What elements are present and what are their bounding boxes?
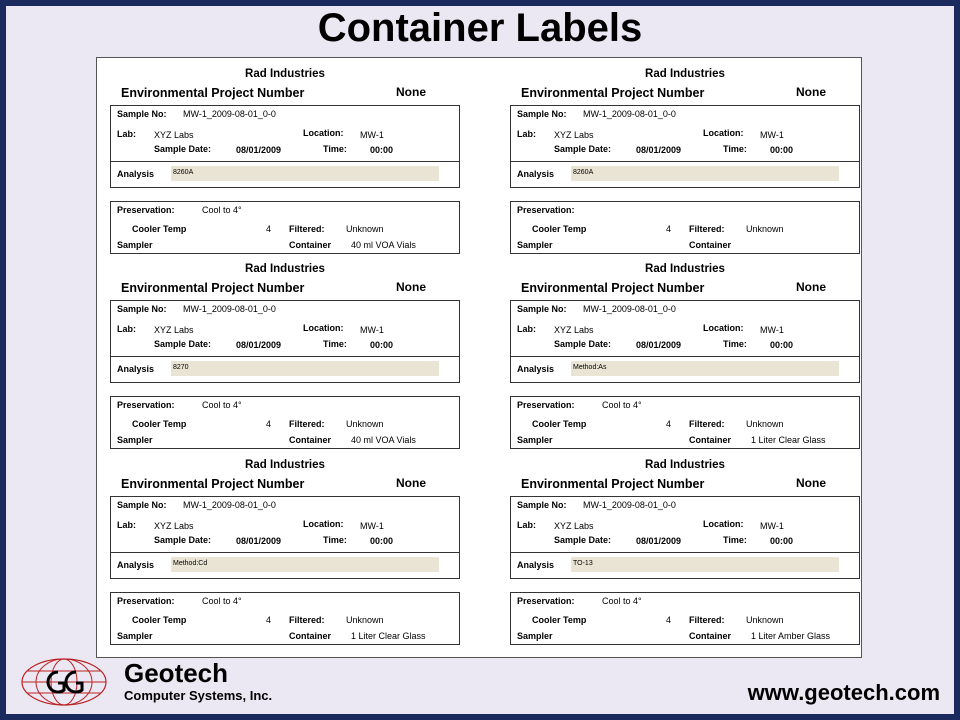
container-value: 40 ml VOA Vials	[351, 240, 416, 250]
filtered-label: Filtered:	[289, 224, 325, 234]
preservation-value: Cool to 4°	[202, 400, 242, 410]
lab-value: XYZ Labs	[154, 325, 194, 335]
cooler-temp-value: 4	[666, 615, 672, 625]
sample-no-label: Sample No:	[117, 304, 167, 314]
analysis-value: 8260A	[171, 166, 439, 181]
sample-date-value: 08/01/2009	[236, 145, 282, 155]
lab-label: Lab:	[117, 520, 136, 530]
preservation-box	[110, 396, 460, 449]
company-name: Rad Industries	[645, 459, 725, 471]
filtered-value: Unknown	[746, 615, 784, 625]
cooler-temp-value: 4	[666, 224, 672, 234]
preservation-label: Preservation:	[117, 596, 175, 606]
lab-label: Lab:	[117, 324, 136, 334]
filtered-value: Unknown	[346, 224, 384, 234]
sample-info-box	[510, 496, 860, 554]
time-label: Time:	[323, 144, 347, 154]
filtered-label: Filtered:	[689, 224, 725, 234]
sample-info-box	[110, 105, 460, 163]
sample-no-value: MW-1_2009-08-01_0-0	[583, 304, 676, 314]
location-label: Location:	[703, 323, 744, 333]
container-label: Container	[289, 631, 332, 641]
sampler-label: Sampler	[517, 435, 553, 445]
container-value: 1 Liter Clear Glass	[751, 435, 826, 445]
sample-info-box	[110, 300, 460, 358]
epn-label: Environmental Project Number	[521, 477, 705, 491]
epn-value: None	[796, 85, 826, 99]
location-label: Location:	[703, 519, 744, 529]
time-value: 00:00	[370, 340, 394, 350]
preservation-box	[510, 396, 860, 449]
preservation-label: Preservation:	[517, 205, 575, 215]
sample-no-label: Sample No:	[117, 109, 167, 119]
lab-value: XYZ Labs	[154, 521, 194, 531]
preservation-value: Cool to 4°	[202, 205, 242, 215]
sample-date-value: 08/01/2009	[236, 340, 282, 350]
filtered-label: Filtered:	[289, 615, 325, 625]
sample-no-value: MW-1_2009-08-01_0-0	[183, 304, 276, 314]
preservation-label: Preservation:	[117, 400, 175, 410]
epn-value: None	[396, 280, 426, 294]
sample-no-label: Sample No:	[517, 304, 567, 314]
sample-date-label: Sample Date:	[154, 535, 212, 545]
cooler-temp-value: 4	[266, 615, 272, 625]
sample-date-value: 08/01/2009	[636, 340, 682, 350]
analysis-value: TO-13	[571, 557, 839, 572]
lab-value: XYZ Labs	[154, 130, 194, 140]
time-value: 00:00	[770, 536, 794, 546]
analysis-box	[110, 552, 460, 579]
company-name: Rad Industries	[245, 459, 325, 471]
container-value: 1 Liter Clear Glass	[351, 631, 426, 641]
epn-label: Environmental Project Number	[121, 86, 305, 100]
analysis-value: Method:Cd	[171, 557, 439, 572]
sample-date-label: Sample Date:	[554, 339, 612, 349]
sample-date-label: Sample Date:	[554, 535, 612, 545]
epn-value: None	[796, 280, 826, 294]
analysis-label: Analysis	[517, 364, 555, 374]
analysis-box	[510, 552, 860, 579]
location-value: MW-1	[760, 130, 784, 140]
container-label-card	[510, 263, 860, 459]
label-sheet	[96, 57, 862, 658]
sampler-label: Sampler	[117, 435, 153, 445]
preservation-label: Preservation:	[117, 205, 175, 215]
sample-no-label: Sample No:	[517, 500, 567, 510]
epn-label: Environmental Project Number	[121, 281, 305, 295]
epn-label: Environmental Project Number	[521, 281, 705, 295]
sample-date-value: 08/01/2009	[636, 536, 682, 546]
cooler-temp-label: Cooler Temp	[132, 419, 187, 429]
time-label: Time:	[723, 339, 747, 349]
sampler-label: Sampler	[117, 240, 153, 250]
lab-value: XYZ Labs	[554, 325, 594, 335]
analysis-label: Analysis	[117, 560, 155, 570]
cooler-temp-label: Cooler Temp	[532, 419, 587, 429]
lab-value: XYZ Labs	[554, 130, 594, 140]
location-value: MW-1	[760, 325, 784, 335]
lab-value: XYZ Labs	[554, 521, 594, 531]
filtered-value: Unknown	[346, 419, 384, 429]
filtered-value: Unknown	[746, 419, 784, 429]
sample-date-value: 08/01/2009	[636, 145, 682, 155]
cooler-temp-value: 4	[266, 224, 272, 234]
preservation-box	[110, 592, 460, 645]
filtered-label: Filtered:	[689, 615, 725, 625]
cooler-temp-label: Cooler Temp	[532, 615, 587, 625]
filtered-value: Unknown	[346, 615, 384, 625]
company-name: Rad Industries	[245, 263, 325, 275]
preservation-value: Cool to 4°	[202, 596, 242, 606]
brand-name: Geotech	[124, 658, 229, 688]
analysis-label: Analysis	[517, 169, 555, 179]
analysis-value: 8260A	[571, 166, 839, 181]
lab-label: Lab:	[117, 129, 136, 139]
preservation-box	[510, 201, 860, 254]
location-value: MW-1	[360, 325, 384, 335]
container-label: Container	[289, 240, 332, 250]
analysis-box	[110, 161, 460, 188]
filtered-label: Filtered:	[289, 419, 325, 429]
location-value: MW-1	[760, 521, 784, 531]
epn-value: None	[396, 85, 426, 99]
lab-label: Lab:	[517, 324, 536, 334]
epn-label: Environmental Project Number	[121, 477, 305, 491]
container-label: Container	[689, 435, 732, 445]
sample-date-value: 08/01/2009	[236, 536, 282, 546]
cooler-temp-label: Cooler Temp	[132, 224, 187, 234]
time-label: Time:	[723, 144, 747, 154]
sample-info-box	[510, 105, 860, 163]
time-label: Time:	[323, 535, 347, 545]
company-name: Rad Industries	[645, 68, 725, 80]
analysis-label: Analysis	[517, 560, 555, 570]
sample-date-label: Sample Date:	[554, 144, 612, 154]
website-url[interactable]: www.geotech.com	[747, 680, 940, 705]
epn-value: None	[396, 476, 426, 490]
filtered-value: Unknown	[746, 224, 784, 234]
analysis-value: 8270	[171, 361, 439, 376]
cooler-temp-value: 4	[666, 419, 672, 429]
sample-no-label: Sample No:	[517, 109, 567, 119]
sample-no-value: MW-1_2009-08-01_0-0	[183, 109, 276, 119]
sample-no-label: Sample No:	[117, 500, 167, 510]
sample-date-label: Sample Date:	[154, 144, 212, 154]
container-label: Container	[689, 631, 732, 641]
filtered-label: Filtered:	[689, 419, 725, 429]
preservation-value: Cool to 4°	[602, 400, 642, 410]
company-name: Rad Industries	[645, 263, 725, 275]
location-label: Location:	[303, 519, 344, 529]
lab-label: Lab:	[517, 520, 536, 530]
sampler-label: Sampler	[117, 631, 153, 641]
analysis-box	[110, 356, 460, 383]
location-value: MW-1	[360, 521, 384, 531]
company-name: Rad Industries	[245, 68, 325, 80]
sample-no-value: MW-1_2009-08-01_0-0	[583, 500, 676, 510]
time-value: 00:00	[370, 536, 394, 546]
analysis-value: Method:As	[571, 361, 839, 376]
brand-subtitle: Computer Systems, Inc.	[124, 688, 273, 703]
container-value: 1 Liter Amber Glass	[751, 631, 831, 641]
sample-info-box	[110, 496, 460, 554]
location-value: MW-1	[360, 130, 384, 140]
container-label-card	[110, 263, 460, 459]
lab-label: Lab:	[517, 129, 536, 139]
sample-no-value: MW-1_2009-08-01_0-0	[583, 109, 676, 119]
location-label: Location:	[303, 128, 344, 138]
container-label-card	[510, 459, 860, 655]
container-label-card	[110, 68, 460, 264]
analysis-label: Analysis	[117, 364, 155, 374]
container-label: Container	[689, 240, 732, 250]
preservation-label: Preservation:	[517, 596, 575, 606]
epn-value: None	[796, 476, 826, 490]
sample-no-value: MW-1_2009-08-01_0-0	[183, 500, 276, 510]
sample-info-box	[510, 300, 860, 358]
sample-date-label: Sample Date:	[154, 339, 212, 349]
cooler-temp-label: Cooler Temp	[132, 615, 187, 625]
time-value: 00:00	[370, 145, 394, 155]
geotech-globe-logo-icon	[18, 656, 110, 708]
time-value: 00:00	[770, 145, 794, 155]
cooler-temp-label: Cooler Temp	[532, 224, 587, 234]
analysis-box	[510, 356, 860, 383]
time-label: Time:	[723, 535, 747, 545]
container-label-card	[110, 459, 460, 655]
cooler-temp-value: 4	[266, 419, 272, 429]
time-value: 00:00	[770, 340, 794, 350]
preservation-value: Cool to 4°	[602, 596, 642, 606]
container-label: Container	[289, 435, 332, 445]
preservation-label: Preservation:	[517, 400, 575, 410]
analysis-box	[510, 161, 860, 188]
container-label-card	[510, 68, 860, 264]
preservation-box	[110, 201, 460, 254]
sampler-label: Sampler	[517, 631, 553, 641]
location-label: Location:	[703, 128, 744, 138]
location-label: Location:	[303, 323, 344, 333]
analysis-label: Analysis	[117, 169, 155, 179]
preservation-box	[510, 592, 860, 645]
epn-label: Environmental Project Number	[521, 86, 705, 100]
sampler-label: Sampler	[517, 240, 553, 250]
time-label: Time:	[323, 339, 347, 349]
container-value: 40 ml VOA Vials	[351, 435, 416, 445]
page-title: Container Labels	[317, 6, 643, 50]
